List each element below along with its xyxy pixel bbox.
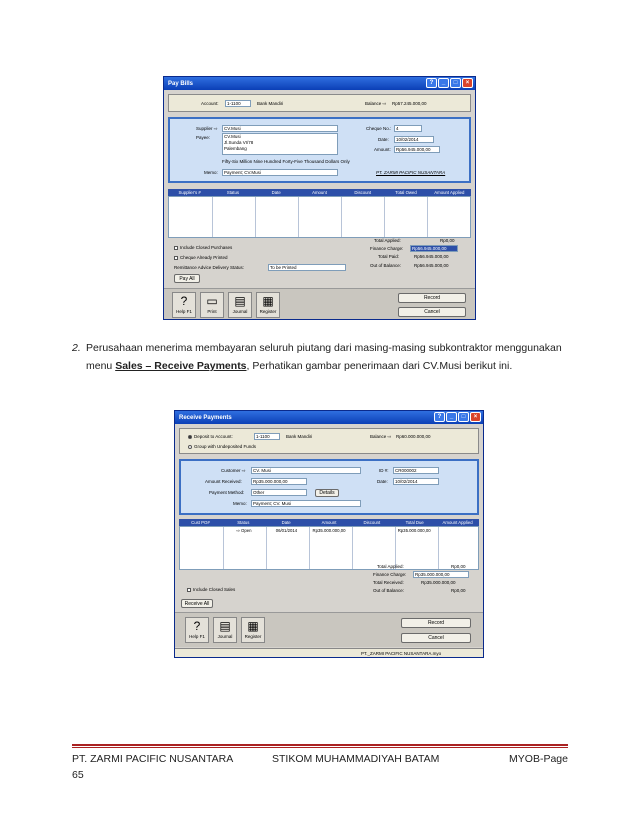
bills-table[interactable] xyxy=(168,196,471,238)
total-applied-label: Total Applied: xyxy=(377,564,404,569)
account-label: Account: xyxy=(201,101,219,106)
total-received-label: Total Received: xyxy=(373,580,404,585)
total-paid-label: Total Paid: xyxy=(378,254,400,259)
help-tool[interactable]: ? Help F1 xyxy=(185,617,209,643)
col-total-owed: Total Owed xyxy=(395,190,417,195)
journal-icon: ▤ xyxy=(234,294,246,308)
cancel-button[interactable]: Cancel xyxy=(398,307,466,317)
date-label: Date: xyxy=(377,479,388,484)
amount-received-label: Amount Received: xyxy=(205,479,242,484)
total-applied-value: Rp0,00 xyxy=(440,238,455,243)
amount-label: Amount: xyxy=(374,147,391,152)
remittance-select[interactable]: To be Printed xyxy=(268,264,346,271)
minimize-icon[interactable]: _ xyxy=(438,78,449,88)
journal-tool[interactable]: ▤ Journal xyxy=(228,292,252,318)
table-row[interactable]: ⇨ Open 06/01/2014 Rp35.000.000,00 Rp35.000.000,00 xyxy=(236,528,431,533)
col-total-due: Total Due xyxy=(405,520,424,525)
payee-line: Palembang xyxy=(224,146,247,151)
customer-panel xyxy=(179,459,479,515)
paragraph-text-after: , Perhatikan gambar penerimaan dari CV.Musi berikut ini. xyxy=(246,360,513,372)
cheque-printed-checkbox[interactable]: Cheque Already Printed xyxy=(174,255,228,260)
balance-label: Balance ⇨ xyxy=(370,434,392,439)
out-of-balance-value: Rp0,00 xyxy=(451,588,466,593)
col-cust-po: Cust PO# xyxy=(191,520,210,525)
payment-method-select[interactable]: Other xyxy=(251,489,307,496)
register-icon: ▦ xyxy=(247,619,259,633)
supplier-label: Supplier ⇨ xyxy=(196,126,218,131)
status-bar xyxy=(175,648,484,658)
col-supplier: Supplier's # xyxy=(178,190,201,195)
printer-icon: ▭ xyxy=(206,294,218,308)
minimize-icon[interactable]: _ xyxy=(446,412,457,422)
company-signature: PT. ZARMI PACIFIC NUSANTARA xyxy=(376,170,446,175)
account-panel xyxy=(168,94,471,112)
close-icon[interactable]: × xyxy=(462,78,473,88)
deposit-radio[interactable]: Deposit to Account: xyxy=(188,434,233,439)
balance-value: Rp57.245.000,00 xyxy=(392,101,427,106)
memo-label: Memo: xyxy=(233,501,247,506)
total-applied-label: Total Applied: xyxy=(374,238,401,243)
help-icon[interactable]: ? xyxy=(426,78,437,88)
help-tool[interactable]: ? Help F1 xyxy=(172,292,196,318)
receive-all-button[interactable]: Receive All xyxy=(181,599,213,608)
receive-payments-toolbar xyxy=(175,612,484,647)
include-closed-checkbox[interactable]: Include Closed Purchases xyxy=(174,245,232,250)
col-date: Date xyxy=(271,190,281,195)
amount-words: Fifty-Six Million Nine Hundred Forty-Five Thousand Dollars Only xyxy=(222,159,350,164)
print-tool[interactable]: ▭ Print xyxy=(200,292,224,318)
total-paid-value: Rp56.945.000,00 xyxy=(414,254,449,259)
window-title: Pay Bills xyxy=(168,80,194,87)
account-name: Bank Mandiri xyxy=(257,101,284,106)
payee-label: Payee: xyxy=(196,135,211,140)
payment-method-label: Payment Method: xyxy=(209,490,245,495)
deposit-account-field[interactable]: 1-1100 xyxy=(254,433,280,440)
page-footer xyxy=(72,744,568,781)
register-icon: ▦ xyxy=(262,294,274,308)
date-field[interactable]: 10/02/2014 xyxy=(393,478,439,485)
include-closed-checkbox[interactable]: Include Closed Sales xyxy=(187,587,235,592)
paragraph-text-before: Perusahaan menerima membayaran seluruh piutang dari masing-masing subkontraktor menggunakan menu xyxy=(86,342,562,372)
status-file: PT._ZARMI PACIFIC NUSANTARA.myo xyxy=(361,651,442,656)
group-undeposited-radio[interactable]: Group with Undeposited Funds xyxy=(188,444,256,449)
col-amount: Amount xyxy=(321,520,337,525)
total-applied-value: Rp0,00 xyxy=(451,564,466,569)
col-amount-applied: Amount Applied xyxy=(434,190,465,195)
finance-charge-field[interactable]: Rp56.945.000,00 xyxy=(410,245,458,252)
pay-bills-titlebar xyxy=(164,77,475,90)
footer-institution: STIKOM MUHAMMADIYAH BATAM xyxy=(272,753,440,765)
out-of-balance-label: Out of Balance: xyxy=(370,263,402,268)
date-label: Date: xyxy=(378,137,389,142)
register-tool[interactable]: ▦ Register xyxy=(256,292,280,318)
supplier-field[interactable]: CV.Musi xyxy=(222,125,338,132)
finance-charge-label: Finance Charge: xyxy=(373,572,407,577)
journal-icon: ▤ xyxy=(219,619,231,633)
sales-table[interactable] xyxy=(179,526,479,570)
customer-field[interactable]: CV. Musi xyxy=(251,467,361,474)
window-title: Receive Payments xyxy=(179,414,232,421)
help-icon: ? xyxy=(193,619,201,633)
deposit-panel xyxy=(179,428,479,454)
date-field[interactable]: 10/02/2014 xyxy=(394,136,434,143)
record-button[interactable]: Record xyxy=(398,293,466,303)
record-button[interactable]: Record xyxy=(401,618,471,628)
close-icon[interactable]: × xyxy=(470,412,481,422)
help-icon: ? xyxy=(180,294,188,308)
cheque-no-label: Cheque No.: xyxy=(366,126,392,131)
balance-value: Rp60.000.000,00 xyxy=(396,434,431,439)
col-amount-applied: Amount Applied xyxy=(442,520,473,525)
amount-field[interactable]: Rp56.945.000,00 xyxy=(394,146,440,153)
remittance-label: Remittance Advice Delivery Status: xyxy=(174,265,245,270)
col-discount: Discount xyxy=(354,190,372,195)
finance-charge-label: Finance Charge: xyxy=(370,246,404,251)
cheque-panel xyxy=(168,117,471,183)
sales-table-header xyxy=(179,519,479,526)
memo-field[interactable]: Payment; CV.Musi xyxy=(222,169,338,176)
pay-bills-toolbar xyxy=(164,288,476,320)
payee-field[interactable] xyxy=(222,133,338,155)
balance-label: Balance ⇨ xyxy=(365,101,387,106)
footer-page-label: MYOB-Page xyxy=(509,753,568,765)
id-field[interactable]: CR000002 xyxy=(393,467,439,474)
cancel-button[interactable]: Cancel xyxy=(401,633,471,643)
cheque-no-field[interactable]: 4 xyxy=(394,125,422,132)
menu-path: Sales – Receive Payments xyxy=(115,360,247,372)
col-amount: Amount xyxy=(312,190,327,195)
account-field[interactable]: 1-1100 xyxy=(225,100,251,107)
payee-line: Jl.Sunda VI/78 xyxy=(224,140,254,145)
register-tool[interactable]: ▦ Register xyxy=(241,617,265,643)
maximize-icon[interactable]: □ xyxy=(450,78,461,88)
help-icon[interactable]: ? xyxy=(434,412,445,422)
receive-payments-window xyxy=(174,410,484,658)
step-number: 2. xyxy=(72,342,81,354)
finance-charge-field[interactable]: Rp35.000.000,00 xyxy=(413,571,469,578)
instruction-paragraph xyxy=(72,339,566,375)
deposit-account-name: Bank Mandiri xyxy=(286,434,313,439)
col-discount: Discount xyxy=(363,520,381,525)
col-date: Date xyxy=(281,520,291,525)
maximize-icon[interactable]: □ xyxy=(458,412,469,422)
payee-line: CV.Musi xyxy=(224,134,241,139)
memo-field[interactable]: Payment; CV. Musi xyxy=(251,500,361,507)
id-label: ID #: xyxy=(379,468,389,473)
receive-payments-titlebar xyxy=(175,411,483,424)
memo-label: Memo: xyxy=(204,170,218,175)
amount-received-field[interactable]: Rp35.000.000,00 xyxy=(251,478,307,485)
col-status: Status xyxy=(226,190,240,195)
bills-table-header xyxy=(168,189,471,196)
pay-all-button[interactable]: Pay All xyxy=(174,274,200,283)
footer-company: PT. ZARMI PACIFIC NUSANTARA xyxy=(72,753,234,765)
details-button[interactable]: Details xyxy=(315,489,339,497)
col-status: Status xyxy=(237,520,250,525)
footer-page-number: 65 xyxy=(72,769,84,781)
pay-bills-window xyxy=(163,76,476,320)
journal-tool[interactable]: ▤ Journal xyxy=(213,617,237,643)
out-of-balance-label: Out of Balance: xyxy=(373,588,405,593)
customer-label: Customer ⇨ xyxy=(221,468,246,473)
out-of-balance-value: Rp56.945.000,00 xyxy=(414,263,449,268)
total-received-value: Rp35.000.000,00 xyxy=(421,580,456,585)
